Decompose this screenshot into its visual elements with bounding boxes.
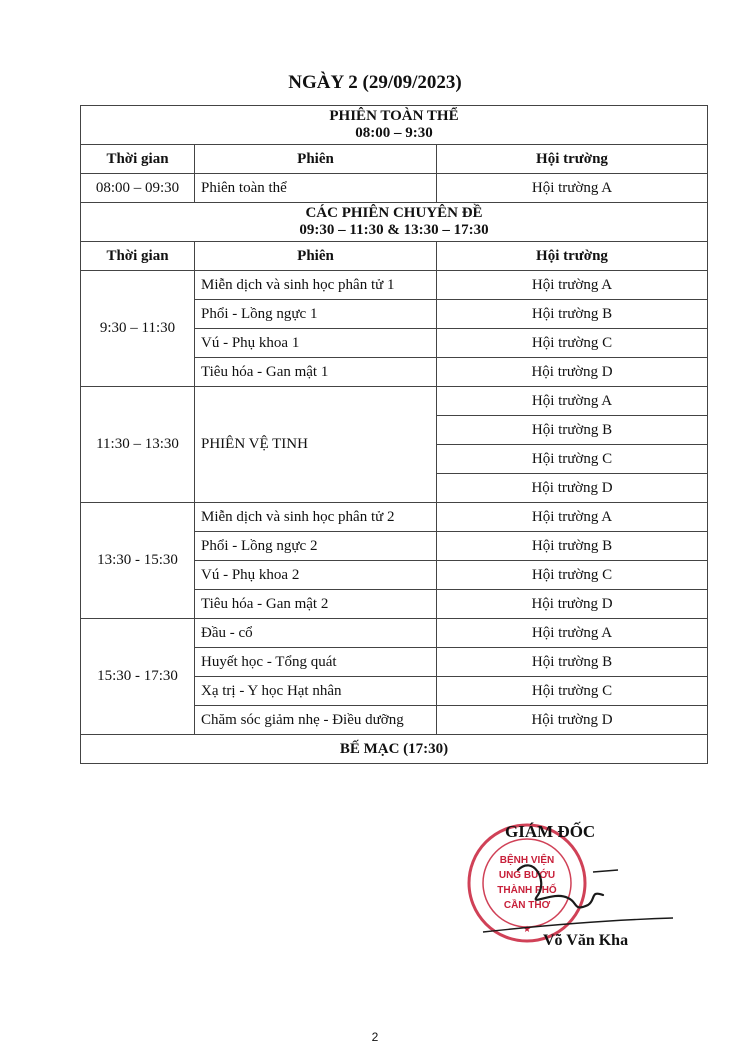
time-cell: 15:30 - 17:30: [81, 619, 195, 735]
hall-cell: Hội trường A: [437, 619, 708, 648]
table-row: [81, 387, 708, 416]
column-header-session: Phiên: [195, 242, 437, 271]
director-title: GIÁM ĐỐC: [505, 822, 596, 841]
table-row: [81, 271, 708, 300]
session-cell: Xạ trị - Y học Hạt nhân: [195, 677, 437, 706]
hall-cell: Hội trường A: [437, 387, 708, 416]
session-cell: Tiêu hóa - Gan mật 1: [195, 358, 437, 387]
hall-cell: Hội trường B: [437, 532, 708, 561]
director-name: Võ Văn Kha: [543, 932, 629, 949]
table-row: [81, 174, 708, 203]
closing-row: [81, 735, 708, 764]
session-cell: Vú - Phụ khoa 1: [195, 329, 437, 358]
hall-cell: Hội trường A: [437, 271, 708, 300]
plenary-time-range: 08:00 – 9:30: [355, 125, 433, 141]
hall-cell: Hội trường A: [437, 503, 708, 532]
session-cell: Tiêu hóa - Gan mật 2: [195, 590, 437, 619]
table-row: [81, 619, 708, 648]
session-cell: Vú - Phụ khoa 2: [195, 561, 437, 590]
thematic-column-headers: [81, 242, 708, 271]
plenary-column-headers: [81, 145, 708, 174]
page-title: NGÀY 2 (29/09/2023): [288, 72, 462, 93]
column-header-hall: Hội trường: [437, 145, 708, 174]
session-cell: PHIÊN VỆ TINH: [195, 387, 437, 503]
table-row: [81, 503, 708, 532]
hall-cell: Hội trường C: [437, 561, 708, 590]
column-header-time: Thời gian: [81, 242, 195, 271]
column-header-time: Thời gian: [81, 145, 195, 174]
session-cell: Đầu - cổ: [195, 619, 437, 648]
seal-star-icon: ★: [522, 924, 532, 934]
seal-text-line: BỆNH VIỆN: [499, 855, 555, 866]
hall-cell: Hội trường B: [437, 416, 708, 445]
time-cell: 9:30 – 11:30: [81, 271, 195, 387]
hall-cell: Hội trường A: [437, 174, 708, 203]
session-cell: Miễn dịch và sinh học phân tử 2: [195, 503, 437, 532]
hall-cell: Hội trường D: [437, 474, 708, 503]
hall-cell: Hội trường C: [437, 445, 708, 474]
time-cell: 11:30 – 13:30: [81, 387, 195, 503]
closing-label: BẾ MẠC (17:30): [81, 735, 708, 764]
thematic-section-header: [81, 203, 708, 242]
session-cell: Chăm sóc giảm nhẹ - Điều dưỡng: [195, 706, 437, 735]
column-header-hall: Hội trường: [437, 242, 708, 271]
column-header-session: Phiên: [195, 145, 437, 174]
hall-cell: Hội trường B: [437, 300, 708, 329]
thematic-time-range: 09:30 – 11:30 & 13:30 – 17:30: [299, 222, 489, 238]
schedule-table: [80, 105, 708, 764]
hall-cell: Hội trường C: [437, 677, 708, 706]
seal-text-line: CẦN THƠ: [503, 900, 551, 911]
session-cell: Huyết học - Tổng quát: [195, 648, 437, 677]
page-number: 2: [371, 1030, 379, 1044]
time-cell: 13:30 - 15:30: [81, 503, 195, 619]
plenary-heading: PHIÊN TOÀN THỂ: [329, 108, 459, 124]
session-cell: Phổi - Lồng ngực 1: [195, 300, 437, 329]
seal-text-line: UNG BƯỚU: [498, 870, 556, 881]
session-cell: Miễn dịch và sinh học phân tử 1: [195, 271, 437, 300]
hall-cell: Hội trường D: [437, 590, 708, 619]
time-cell: 08:00 – 09:30: [81, 174, 195, 203]
plenary-section-header: [81, 106, 708, 145]
handwritten-signature: [478, 850, 678, 940]
seal-text-line: THÀNH PHỐ: [497, 885, 557, 896]
hall-cell: Hội trường D: [437, 706, 708, 735]
hall-cell: Hội trường D: [437, 358, 708, 387]
session-cell: Phiên toàn thể: [195, 174, 437, 203]
hall-cell: Hội trường B: [437, 648, 708, 677]
session-cell: Phổi - Lồng ngực 2: [195, 532, 437, 561]
thematic-heading: CÁC PHIÊN CHUYÊN ĐỀ: [305, 205, 483, 221]
hall-cell: Hội trường C: [437, 329, 708, 358]
